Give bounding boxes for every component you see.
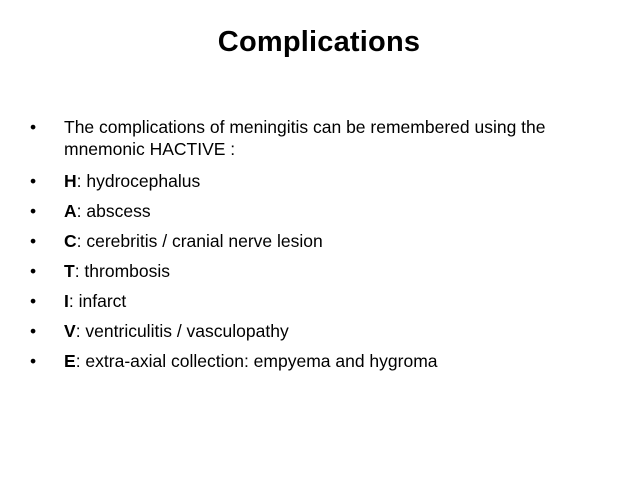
mnemonic-text: : extra-axial collection: empyema and hygroma	[75, 351, 438, 371]
bullet-icon: •	[30, 351, 37, 371]
mnemonic-text: : infarct	[68, 291, 127, 311]
bullet-item-v	[30, 320, 620, 342]
mnemonic-letter: A	[64, 201, 77, 221]
mnemonic-letter: V	[64, 321, 76, 341]
bullet-icon: •	[30, 171, 37, 191]
bullet-item-h	[30, 170, 620, 192]
bullet-list	[30, 116, 620, 380]
mnemonic-letter: T	[64, 261, 75, 281]
bullet-item-i	[30, 290, 620, 312]
bullet-icon: •	[30, 321, 37, 341]
mnemonic-letter: I	[64, 291, 69, 311]
bullet-icon: •	[30, 291, 37, 311]
mnemonic-letter: C	[64, 231, 77, 251]
bullet-item-e	[30, 350, 620, 372]
bullet-item-a	[30, 200, 620, 222]
bullet-icon: •	[30, 231, 37, 251]
mnemonic-text: : hydrocephalus	[76, 171, 201, 191]
intro-text: The complications of meningitis can be remembered using the mnemonic HACTIVE :	[64, 117, 546, 159]
mnemonic-text: : cerebritis / cranial nerve lesion	[76, 231, 323, 251]
bullet-item-intro	[30, 116, 620, 160]
bullet-icon: •	[30, 117, 37, 137]
mnemonic-letter: E	[64, 351, 76, 371]
slide-title: Complications	[217, 26, 421, 58]
mnemonic-letter: H	[64, 171, 77, 191]
bullet-icon: •	[30, 201, 37, 221]
mnemonic-text: : thrombosis	[74, 261, 171, 281]
bullet-item-c	[30, 230, 620, 252]
mnemonic-text: : abscess	[76, 201, 151, 221]
bullet-icon: •	[30, 261, 37, 281]
mnemonic-text: : ventriculitis / vasculopathy	[75, 321, 289, 341]
bullet-item-t	[30, 260, 620, 282]
